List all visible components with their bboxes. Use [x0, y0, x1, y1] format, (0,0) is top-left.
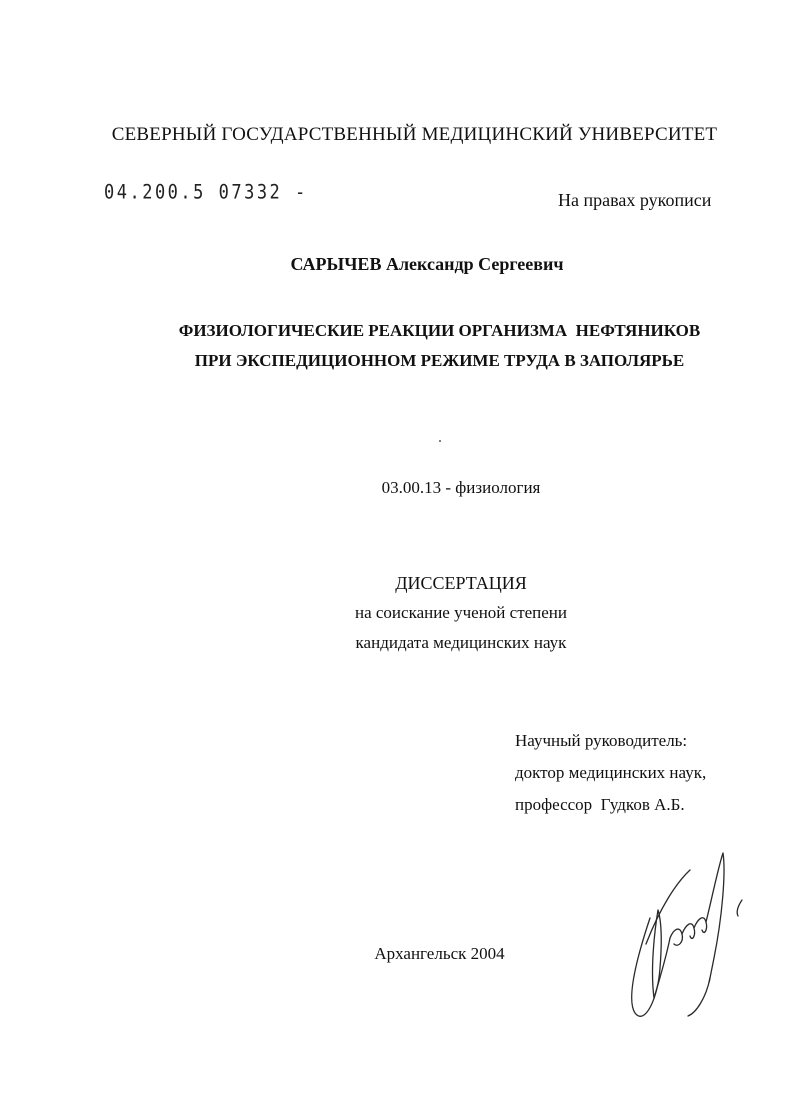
specialty-code: 03.00.13 - физиология [381, 478, 541, 497]
manuscript-rights-note: На правах рукописи [558, 190, 712, 210]
supervisor-block [515, 725, 706, 821]
supervisor-degree: доктор медицинских наук, [515, 763, 707, 782]
degree-line-2: кандидата медицинских наук [355, 633, 567, 652]
signature-icon [610, 848, 760, 1028]
university-name: СЕВЕРНЫЙ ГОСУДАРСТВЕННЫЙ МЕДИЦИНСКИЙ УНИВЕРСИТЕТ [111, 124, 718, 145]
dissertation-type-block [0, 568, 799, 658]
supervisor-name: профессор Гудков А.Б. [515, 795, 685, 814]
author-name: САРЫЧЕВ Александр Сергеевич [290, 254, 564, 274]
degree-line-1: на соискание ученой степени [354, 603, 568, 622]
title-line-2: ПРИ ЭКСПЕДИЦИОННОМ РЕЖИМЕ ТРУДА В ЗАПОЛЯРЬЕ [194, 351, 685, 370]
dissertation-title [0, 316, 799, 376]
title-line-1: ФИЗИОЛОГИЧЕСКИЕ РЕАКЦИИ ОРГАНИЗМА НЕФТЯНИКОВ [178, 321, 701, 340]
stray-dot [439, 440, 441, 442]
supervisor-label: Научный руководитель: [515, 731, 688, 750]
city-year: Архангельск 2004 [374, 944, 505, 963]
registration-stamp: 04.200.5 07332 - [104, 181, 308, 204]
dissertation-type: ДИССЕРТАЦИЯ [395, 573, 527, 593]
